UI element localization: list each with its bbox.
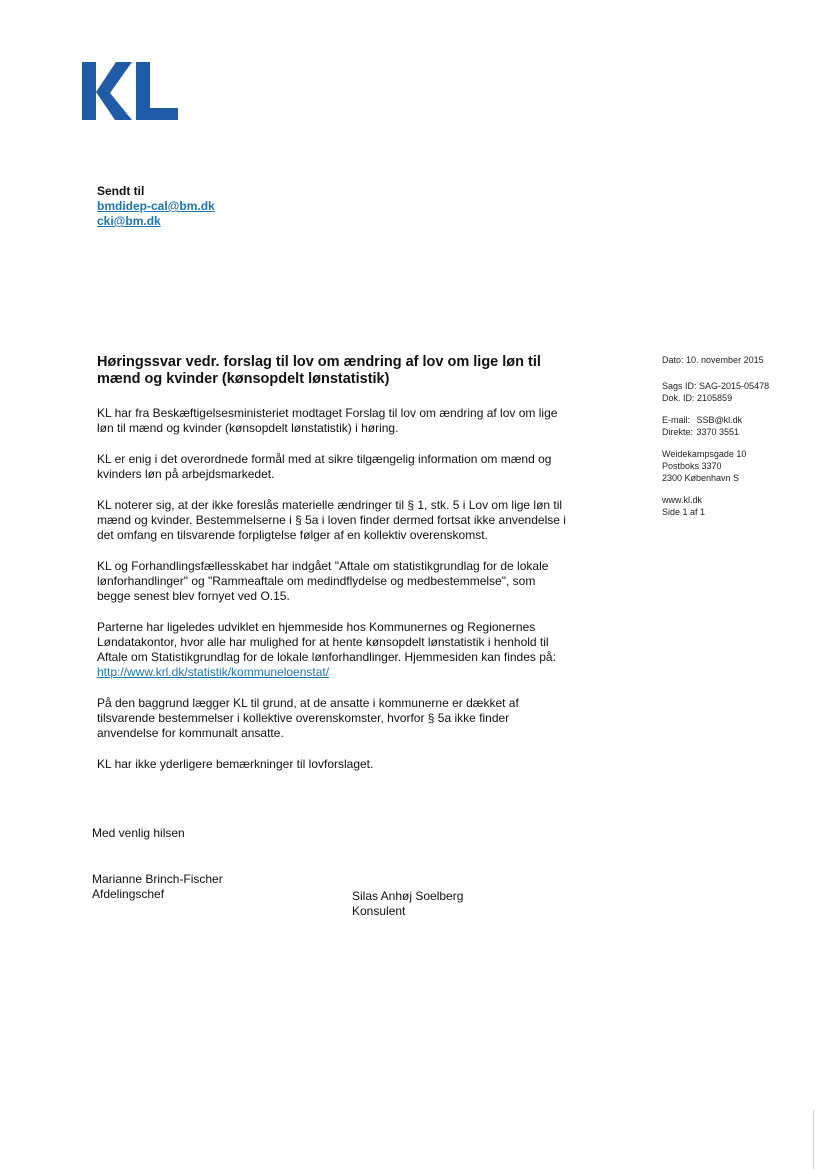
meta-column xyxy=(662,354,812,528)
meta-phone: Direkte: 3370 3551 xyxy=(662,427,740,437)
address-line: Weidekampsgade 10 xyxy=(662,449,747,459)
recipient-block xyxy=(97,184,215,229)
paragraph: KL har fra Beskæftigelsesministeriet modtaget Forslag til lov om ændring af lov om lige løn til mænd og kvinder (kønsopdelt lønstatistik) i høring. xyxy=(97,406,558,435)
signature-2 xyxy=(352,889,463,919)
meta-page-number: Side 1 af 1 xyxy=(662,507,706,517)
signature-title: Afdelingschef xyxy=(92,887,165,901)
paragraph: KL er enig i det overordnede formål med at sikre tilgængelig information om mænd og kvinders løn på arbejdsmarkedet. xyxy=(97,452,552,481)
signature-1 xyxy=(92,872,223,902)
meta-case-id: Sags ID: SAG-2015-05478 xyxy=(662,381,770,391)
scan-edge-line xyxy=(813,1110,814,1169)
meta-website: www.kl.dk xyxy=(662,495,703,505)
meta-doc-id: Dok. ID: 2105859 xyxy=(662,393,733,403)
address-line: Postboks 3370 xyxy=(662,461,722,471)
recipient-email-link[interactable]: bmdidep-cal@bm.dk xyxy=(97,199,215,213)
signature-name: Silas Anhøj Soelberg xyxy=(352,889,464,903)
paragraph: Parterne har ligeledes udviklet en hjemmeside hos Kommunernes og Regionernes Løndatakontor, hvor alle har mulighed for at hente kønsopdelt lønstatistik i henhold til Aftale om Statistikgrundlag for de lokale lønforhandlinger. Hjemmesiden kan findes på: http://www.krl.dk/statistik/kommuneloenstat/ xyxy=(97,620,556,679)
recipient-email-link[interactable]: cki@bm.dk xyxy=(97,214,161,228)
signature-title: Konsulent xyxy=(352,904,406,918)
signature-name: Marianne Brinch-Fischer xyxy=(92,872,223,886)
kl-logo xyxy=(82,62,180,120)
meta-email: E-mail: SSB@kl.dk xyxy=(662,415,743,425)
paragraph: På den baggrund lægger KL til grund, at de ansatte i kommunerne er dækket af tilsvarende bestemmelser i kollektive overenskomster, hvorfor § 5a ikke finder anvendelse for kommunalt ansatte. xyxy=(97,696,519,740)
letter-title: Høringssvar vedr. forslag til lov om ændring af lov om lige løn til mænd og kvinder (kønsopdelt lønstatistik) xyxy=(97,354,541,387)
meta-date: Dato: 10. november 2015 xyxy=(662,355,764,365)
paragraph: KL har ikke yderligere bemærkninger til lovforslaget. xyxy=(97,757,374,771)
website-link[interactable]: http://www.krl.dk/statistik/kommuneloenstat/ xyxy=(97,665,330,679)
paragraph: KL og Forhandlingsfællesskabet har indgået "Aftale om statistikgrundlag for de lokale lønforhandlinger" og "Rammeaftale om medindflydelse og medbestemmelse", som begge senest blev fornyet ved O.15. xyxy=(97,559,549,603)
recipient-label: Sendt til xyxy=(97,184,145,198)
closing-greeting: Med venlig hilsen xyxy=(92,826,185,840)
address-line: 2300 København S xyxy=(662,473,740,483)
letter-body xyxy=(97,354,567,788)
paragraph: KL noterer sig, at der ikke foreslås materielle ændringer til § 1, stk. 5 i Lov om lige løn til mænd og kvinder. Bestemmelserne i § 5a i loven finder dermed fortsat ikke anvendelse i det omfang en tilsvarende forpligtelse følger af en kollektiv overenskomst. xyxy=(97,498,566,542)
